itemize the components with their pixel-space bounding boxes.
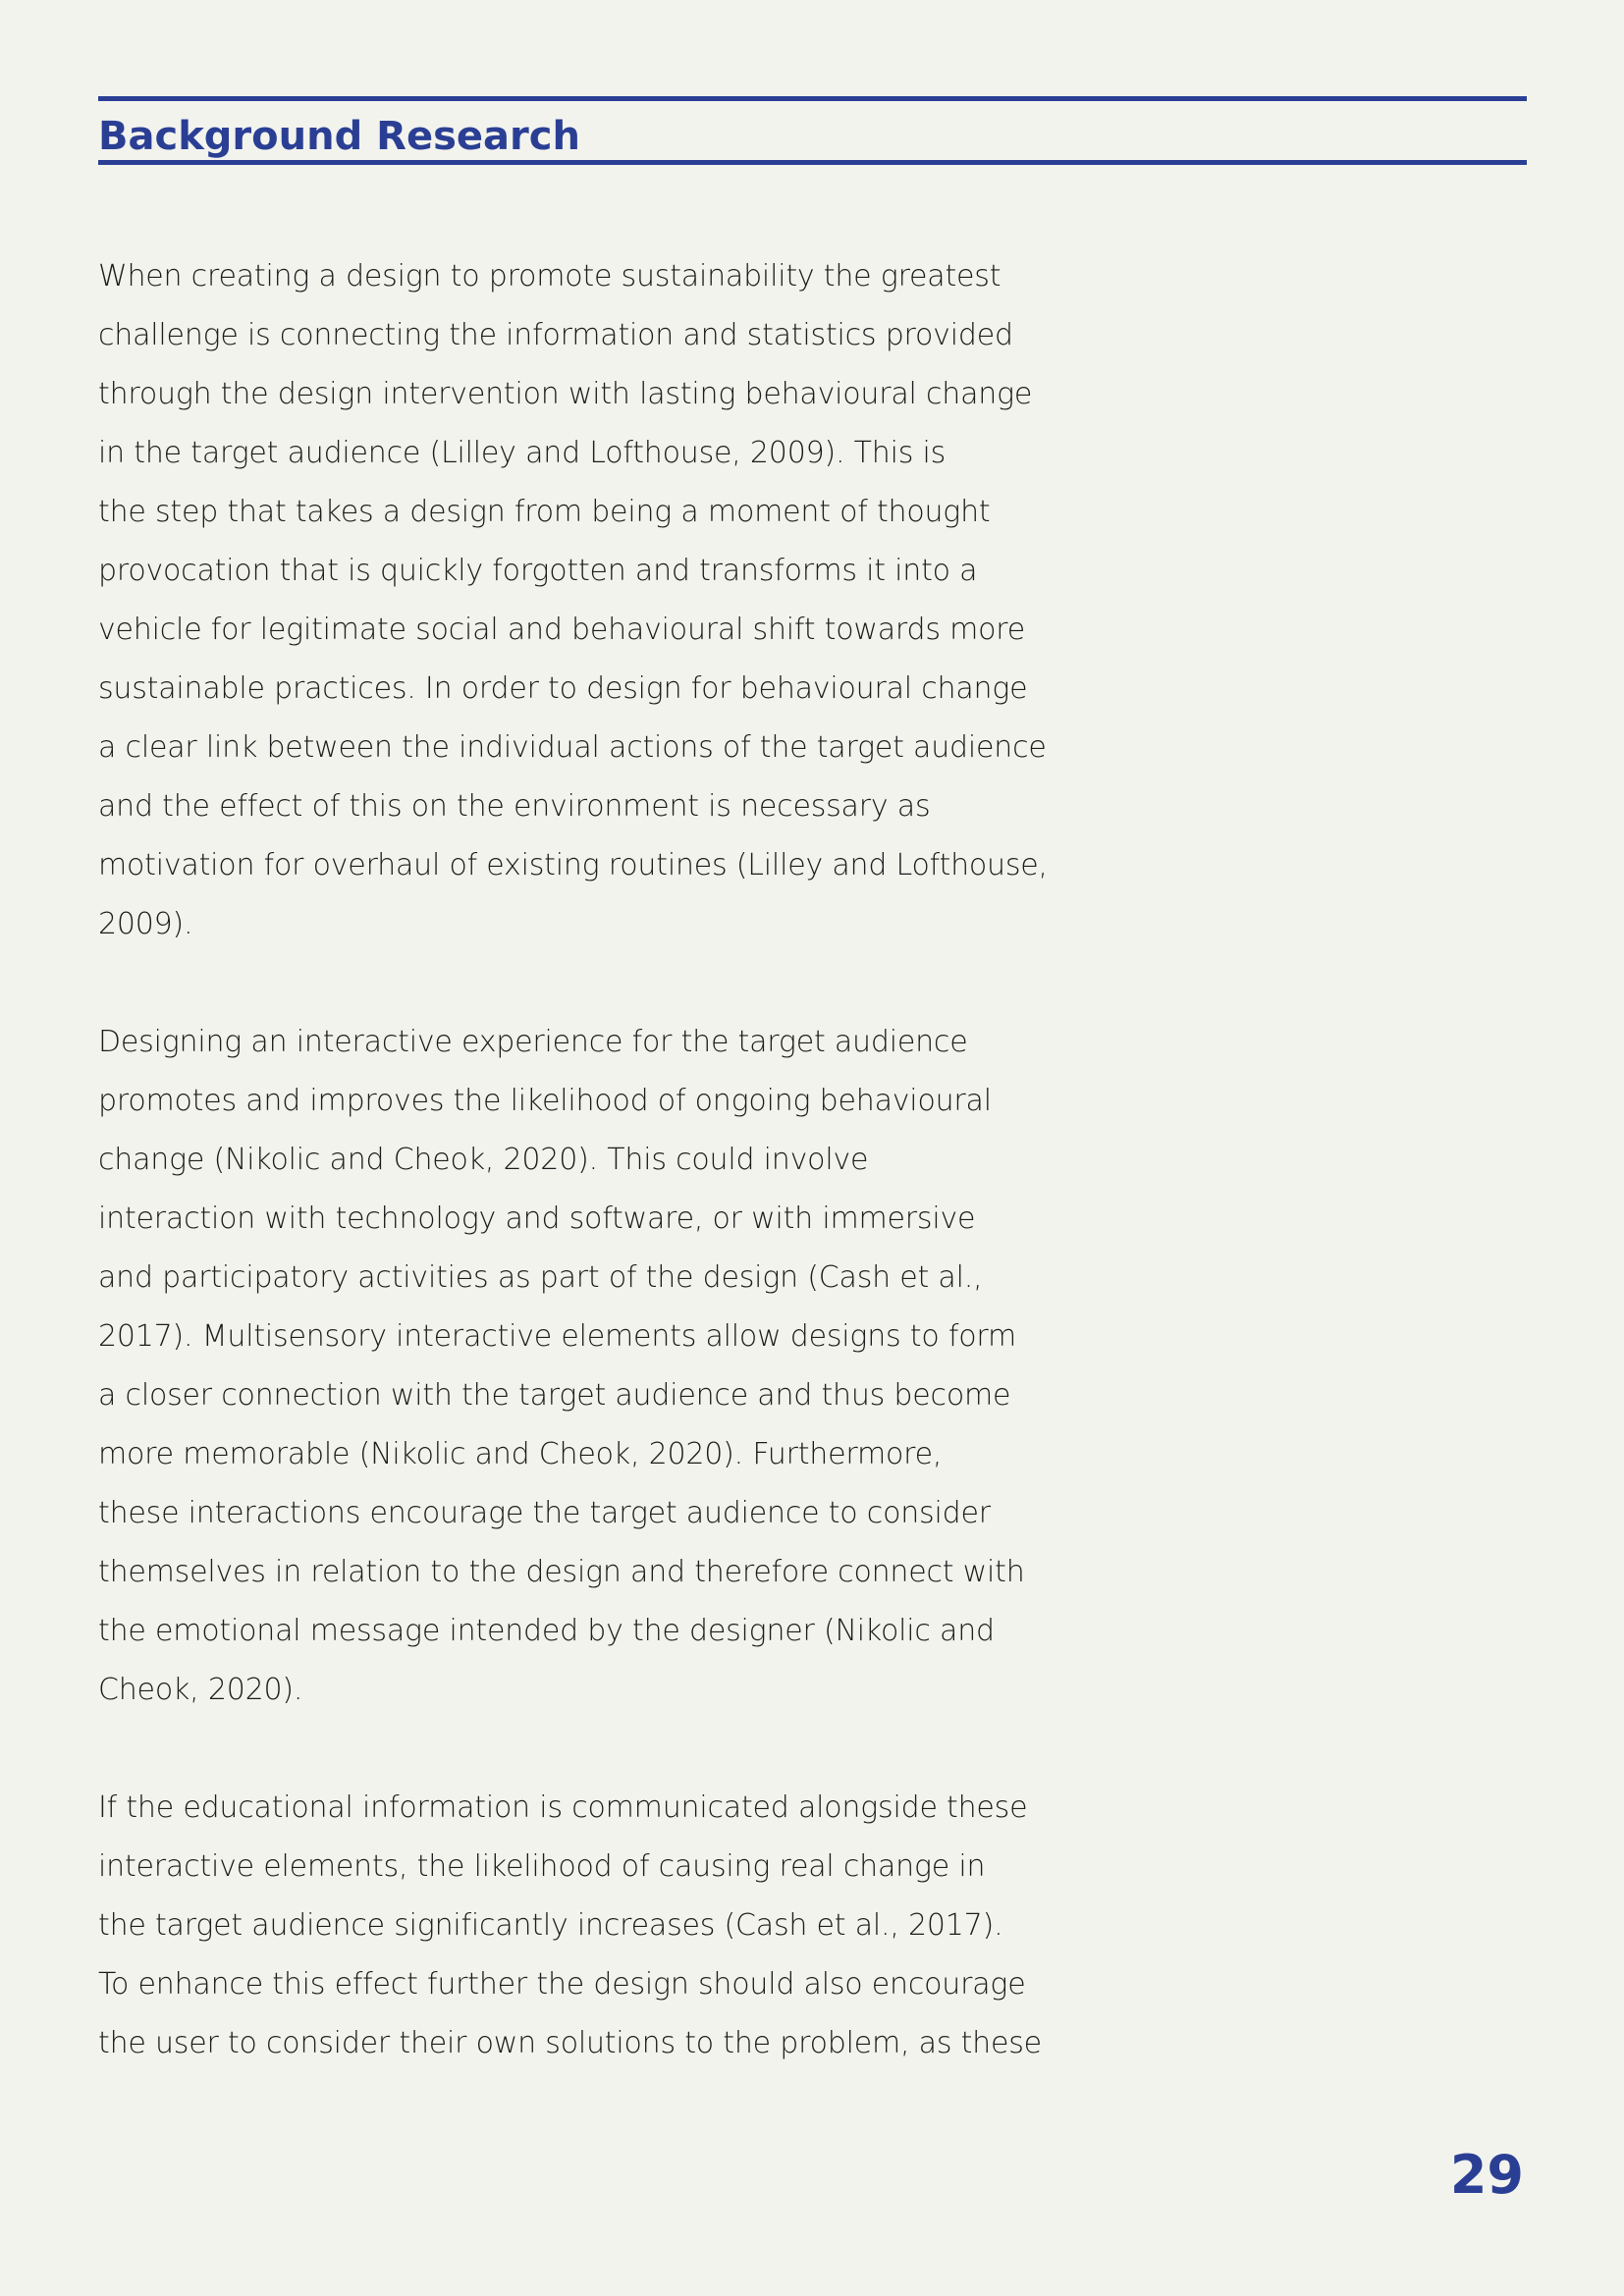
text-line: the emotional message intended by the designer (Nikolic and [98, 1614, 995, 1648]
text-line: 2017). Multisensory interactive elements allow designs to form [98, 1319, 1016, 1354]
text-line: Cheok, 2020). [98, 1673, 303, 1707]
text-line: a closer connection with the target audience and thus become [98, 1378, 1011, 1413]
text-line: challenge is connecting the information and statistics provided [98, 318, 1013, 352]
text-line: a clear link between the individual actions of the target audience [98, 730, 1047, 765]
text-line: interactive elements, the likelihood of causing real change in [98, 1849, 986, 1884]
text-line: the step that takes a design from being a moment of thought [98, 495, 991, 529]
body-text [98, 247, 1532, 2132]
text-line: provocation that is quickly forgotten and transforms it into a [98, 554, 978, 588]
text-line: To enhance this effect further the design should also encourage [98, 1967, 1026, 2002]
section-header [98, 96, 1527, 165]
text-line: the target audience significantly increases (Cash et al., 2017). [98, 1908, 1003, 1943]
paragraph [98, 247, 1532, 954]
text-line: If the educational information is communicated alongside these [98, 1790, 1028, 1825]
text-line: themselves in relation to the design and therefore connect with [98, 1555, 1025, 1589]
text-line: more memorable (Nikolic and Cheok, 2020). Furthermore, [98, 1437, 943, 1471]
text-line: When creating a design to promote sustainability the greatest [98, 259, 1001, 294]
text-line: promotes and improves the likelihood of ongoing behavioural [98, 1084, 992, 1118]
text-line: and the effect of this on the environment is necessary as [98, 789, 931, 824]
text-line: Designing an interactive experience for the target audience [98, 1025, 968, 1059]
text-line: vehicle for legitimate social and behavioural shift towards more [98, 613, 1026, 647]
text-line: and participatory activities as part of the design (Cash et al., [98, 1260, 983, 1295]
page-number: 29 [1449, 2144, 1524, 2206]
section-title: Background Research [98, 114, 580, 159]
text-line: through the design intervention with lasting behavioural change [98, 377, 1033, 411]
paragraph [98, 1779, 1532, 2073]
paragraph [98, 1013, 1532, 1720]
text-line: these interactions encourage the target audience to consider [98, 1496, 991, 1530]
text-line: sustainable practices. In order to design for behavioural change [98, 671, 1028, 706]
text-line: change (Nikolic and Cheok, 2020). This could involve [98, 1143, 869, 1177]
text-line: in the target audience (Lilley and Lofthouse, 2009). This is [98, 436, 947, 470]
text-line: the user to consider their own solutions to the problem, as these [98, 2026, 1042, 2060]
text-line: 2009). [98, 907, 193, 941]
text-line: interaction with technology and software, or with immersive [98, 1201, 976, 1236]
text-line: motivation for overhaul of existing routines (Lilley and Lofthouse, [98, 848, 1048, 882]
